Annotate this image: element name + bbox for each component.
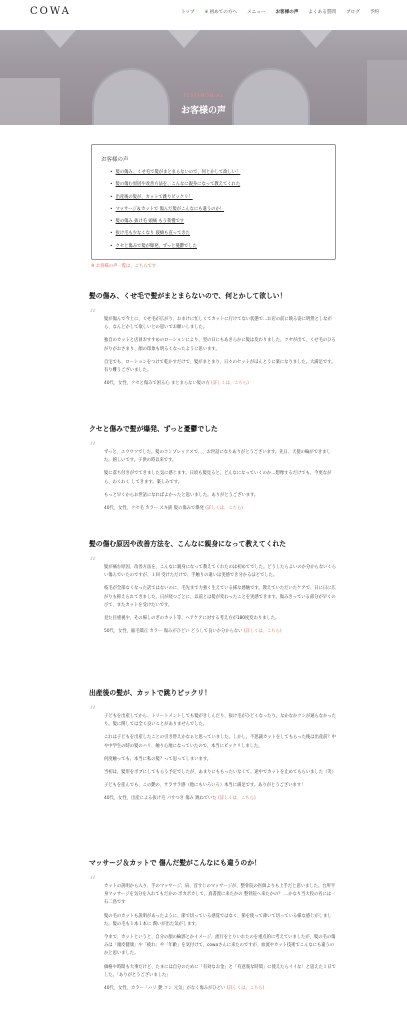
details-link[interactable]: (詳しくは、こちら) xyxy=(217,796,256,802)
testimonial-title: 髪の傷む原因や改善方法を、こんなに親身になって教えてくれた xyxy=(89,540,287,548)
nav-item-faq[interactable]: よくある質問 xyxy=(308,10,336,15)
hero-subtitle: TESTIMONIAL xyxy=(182,94,225,99)
details-link[interactable]: (詳しくは、こちら) xyxy=(211,381,249,387)
site-header xyxy=(0,0,407,30)
site-logo[interactable]: COWA xyxy=(30,6,71,17)
hero-banner xyxy=(0,30,407,125)
main-nav xyxy=(181,9,379,15)
toc-link[interactable]: • クセと傷みで髪が爆発、ずっと憂鬱でした xyxy=(110,241,240,253)
details-link[interactable]: (詳しくは、こちら) xyxy=(243,629,282,635)
nav-item-reservation[interactable]: 予約 xyxy=(369,10,379,15)
testimonial-meta: 40代、女性、クセと傷みで困る心 まとまらない髪の方 (詳しくは、こちら) xyxy=(104,381,249,387)
testimonial-title: 髪の傷み、くせ毛で髪がまとまらないので、何とかして欲しい！ xyxy=(89,292,287,300)
testimonial-paragraph: 独自のカットと店員おすすめのローションにより、翌の日にもあきらかに髪は変わりました。ツヤが出て、くせ毛のひろがりがおさまり、顔の印象も明るくなったように思います。 xyxy=(104,338,336,352)
nav-item-testimonials[interactable]: お客様の声 xyxy=(275,10,299,15)
testimonial-section xyxy=(89,859,337,992)
toc-link[interactable]: • 抜け毛も少なくなり 寝癖も直ってきた xyxy=(110,228,240,240)
testimonial-paragraph: これは子どもを出産したことの引き替えかなぁと思っていました。しかし、不思議カットをしてもらった後は出産前？中や中学生の時の髪のハリ、触り心地になっていたので、本当にビックリしました。 xyxy=(104,735,336,749)
nav-item-first-time[interactable]: ❦初めての方へ xyxy=(204,10,238,15)
testimonial-body xyxy=(104,316,337,388)
testimonial-paragraph: 髪の毛のカットも説明があったように、節で切っている感覚ではなく、節を使って薄いて切っている様な感じがしました。髪の毛も１本１本に 潤いが出た気がします。 xyxy=(104,913,332,927)
testimonial-title: 出産後の髪が、カットで跳りビックリ！ xyxy=(89,689,212,697)
details-link[interactable]: (詳しくは、こちら) xyxy=(205,506,243,512)
testimonial-section xyxy=(89,540,337,635)
testimonial-body xyxy=(104,883,337,993)
testimonial-paragraph: もっと早くからお世話になればよかったと思いました。ありがとうございます。 xyxy=(104,492,259,498)
testimonial-paragraph: 当初は、髪形をボブにしてもらう予定でしたが、あまりにももったいなくて、途中でカットを止めてもらいました（笑） xyxy=(104,770,336,776)
testimonial-paragraph: 枝毛が全部なくなった訳ではないのに、毛先まで力強く生えている様な感触です。教えていただいたケアで、日に日に広がりも抑えられてきました。日が経つごとに、以前とは髪が変わったことを実感できます。傷みきっている部分が早くのびて、またカットを受けたいです。 xyxy=(104,586,336,608)
table-of-contents xyxy=(91,144,336,260)
testimonial-paragraph: 髪が傷んで今上に、くせ毛が広がり、おまけに忙しくてカットに行けてない状態で…お店の前に映る姿に明然としながら、なんとかして欲しいとの思いでお願いしました。 xyxy=(104,317,332,331)
testimonial-body xyxy=(104,713,337,804)
nav-item-top[interactable]: トップ xyxy=(180,10,195,15)
toc-link[interactable]: • マッサージ＆カットで 傷んだ髪がこんなにも違うのか！ xyxy=(110,204,240,216)
nav-item-menu[interactable]: メニュー xyxy=(247,10,266,15)
testimonial-body xyxy=(104,564,337,636)
nav-item-blog[interactable]: ブログ xyxy=(346,10,360,15)
toc-link[interactable]: • 出産後の髪が、カットで跳りビックリ！ xyxy=(110,192,240,204)
testimonial-paragraph: 見た目重視や、その場しのぎのカット等、ヘアケアに対する考え方が180度変わりました。 xyxy=(104,616,280,622)
testimonial-meta: 40代、女性、クセ毛 カラー スキ鋏 髪の傷みで爆発 (詳しくは、こちら) xyxy=(104,506,243,512)
testimonial-paragraph: 価格や時間も大事だけど、たまには自分のために「有効なお金」と「有意義な時間」に使えたらイイな！と思えた１日でした。「ありがとうございました」 xyxy=(104,964,336,978)
testimonial-paragraph: 今まで、カットというと、自分の顔の輪郭とかイメージ、流行をとりいれたのを重点的に考えていましたが、髪の毛の傷みは「頭皮健康」や「疲れ」や「年齢」を気付けて、cowaさんに来たのですが、血流やカット技術でこんなにも違うのかと思いました。 xyxy=(104,935,336,957)
details-link[interactable]: (詳しくは、こちら) xyxy=(226,986,265,992)
testimonial-paragraph: 髪に落ち付きがでてきました気に感じます。日頃も髪見ると、どんなになっていくのか…想像するだけでも、今更ながら、わくわく してきます。楽しみです。 xyxy=(104,471,332,485)
quote-icon: “ xyxy=(89,307,97,323)
leaf-icon: ❦ xyxy=(204,10,209,15)
quote-icon: “ xyxy=(89,874,97,890)
testimonial-paragraph: 子どもを産んでも、この艶の、サラサラ感（他にもいろいろ）本当に満足です。ありがとうございます！ xyxy=(104,783,306,789)
toc-list xyxy=(110,167,240,253)
toc-link[interactable]: • 髪の傷み、くせ毛で髪がまとまらないので、何とかして欲しい！ xyxy=(110,167,240,179)
testimonial-section xyxy=(89,425,337,512)
testimonial-meta: 40代、女性、カラー「ハリ 艶 コシ 元気」がなく傷みがひどい (詳しくは、こちら) xyxy=(104,986,265,992)
testimonial-body xyxy=(104,449,337,513)
quote-icon: “ xyxy=(89,440,97,456)
testimonial-paragraph: 髪が痛む原因、改善方法を、こんなに親身になって教えてくれたのは初めてでした。どうしたらよいのか分からないくらい傷んでいたのですが、１回 受けただけで、手触りの違いは実感でき分かるほどでした。 xyxy=(104,565,337,579)
testimonial-title: マッサージ＆カットで 傷んだ髪がこんなにも違うのか！ xyxy=(89,859,261,867)
all-testimonials-link[interactable]: ※ お客様の声一覧は、こちらです xyxy=(91,264,157,269)
testimonial-paragraph: 子どもを出産してから、トリートメントしても髪がきしんだり、抜け毛がひどくなったり、なかなかクシが通らなかったり。髪に関しては全く良いことがありませんでした。 xyxy=(104,714,336,728)
quote-icon: “ xyxy=(89,555,97,571)
toc-title: お客様の声 xyxy=(101,157,129,163)
testimonial-title: クセと傷みで髪が爆発、ずっと憂鬱でした xyxy=(89,425,218,433)
quote-icon: “ xyxy=(89,704,97,720)
toc-link[interactable]: • 髪の傷み 抜け毛 頭痛 もう我慢です xyxy=(110,216,240,228)
testimonial-section xyxy=(89,292,337,387)
testimonial-section xyxy=(89,689,337,802)
testimonial-paragraph: 自宅でも、ローションをつけて乾かすだけで、髪がまとまり、日々のセットがほんとうに楽になりました。大満足です。有り難うございました。 xyxy=(104,359,336,374)
toc-link[interactable]: • 髪の傷む原因や改善方法を、こんなに親身になって教えてくれた xyxy=(110,179,240,191)
testimonial-meta: 40代、女性、出産による抜け毛 パサつき 傷み 跳ねていた (詳しくは、こちら) xyxy=(104,796,256,802)
hero-title: お客様の声 xyxy=(180,106,226,116)
testimonial-paragraph: カットの説明から入り、手のマッサージ、肩、首すじのマッサージが、整骨院の医師よりも上手だと思いました。台所半身マッサージを気分を入れてもだかの ポカポカして、真書置に来たかの 整骨院へ来たかの？ …かなり当大役の名には一石二鳥です xyxy=(104,884,336,906)
testimonial-meta: 50代、女性、縮毛矯正 カラー 傷みがひどい どうして良いか分からない (詳しくは、こちら) xyxy=(104,629,282,635)
testimonial-paragraph: 何度触っても、本当に私の髪？って思ってしまいます。 xyxy=(104,756,212,762)
testimonial-paragraph: ずっと、ユウウツでした。髪のコンプレックスで、、、お世話になりありがとうございます。先日、天使の輪ができました。嬉しいです。子供の時以来です。 xyxy=(104,450,331,464)
